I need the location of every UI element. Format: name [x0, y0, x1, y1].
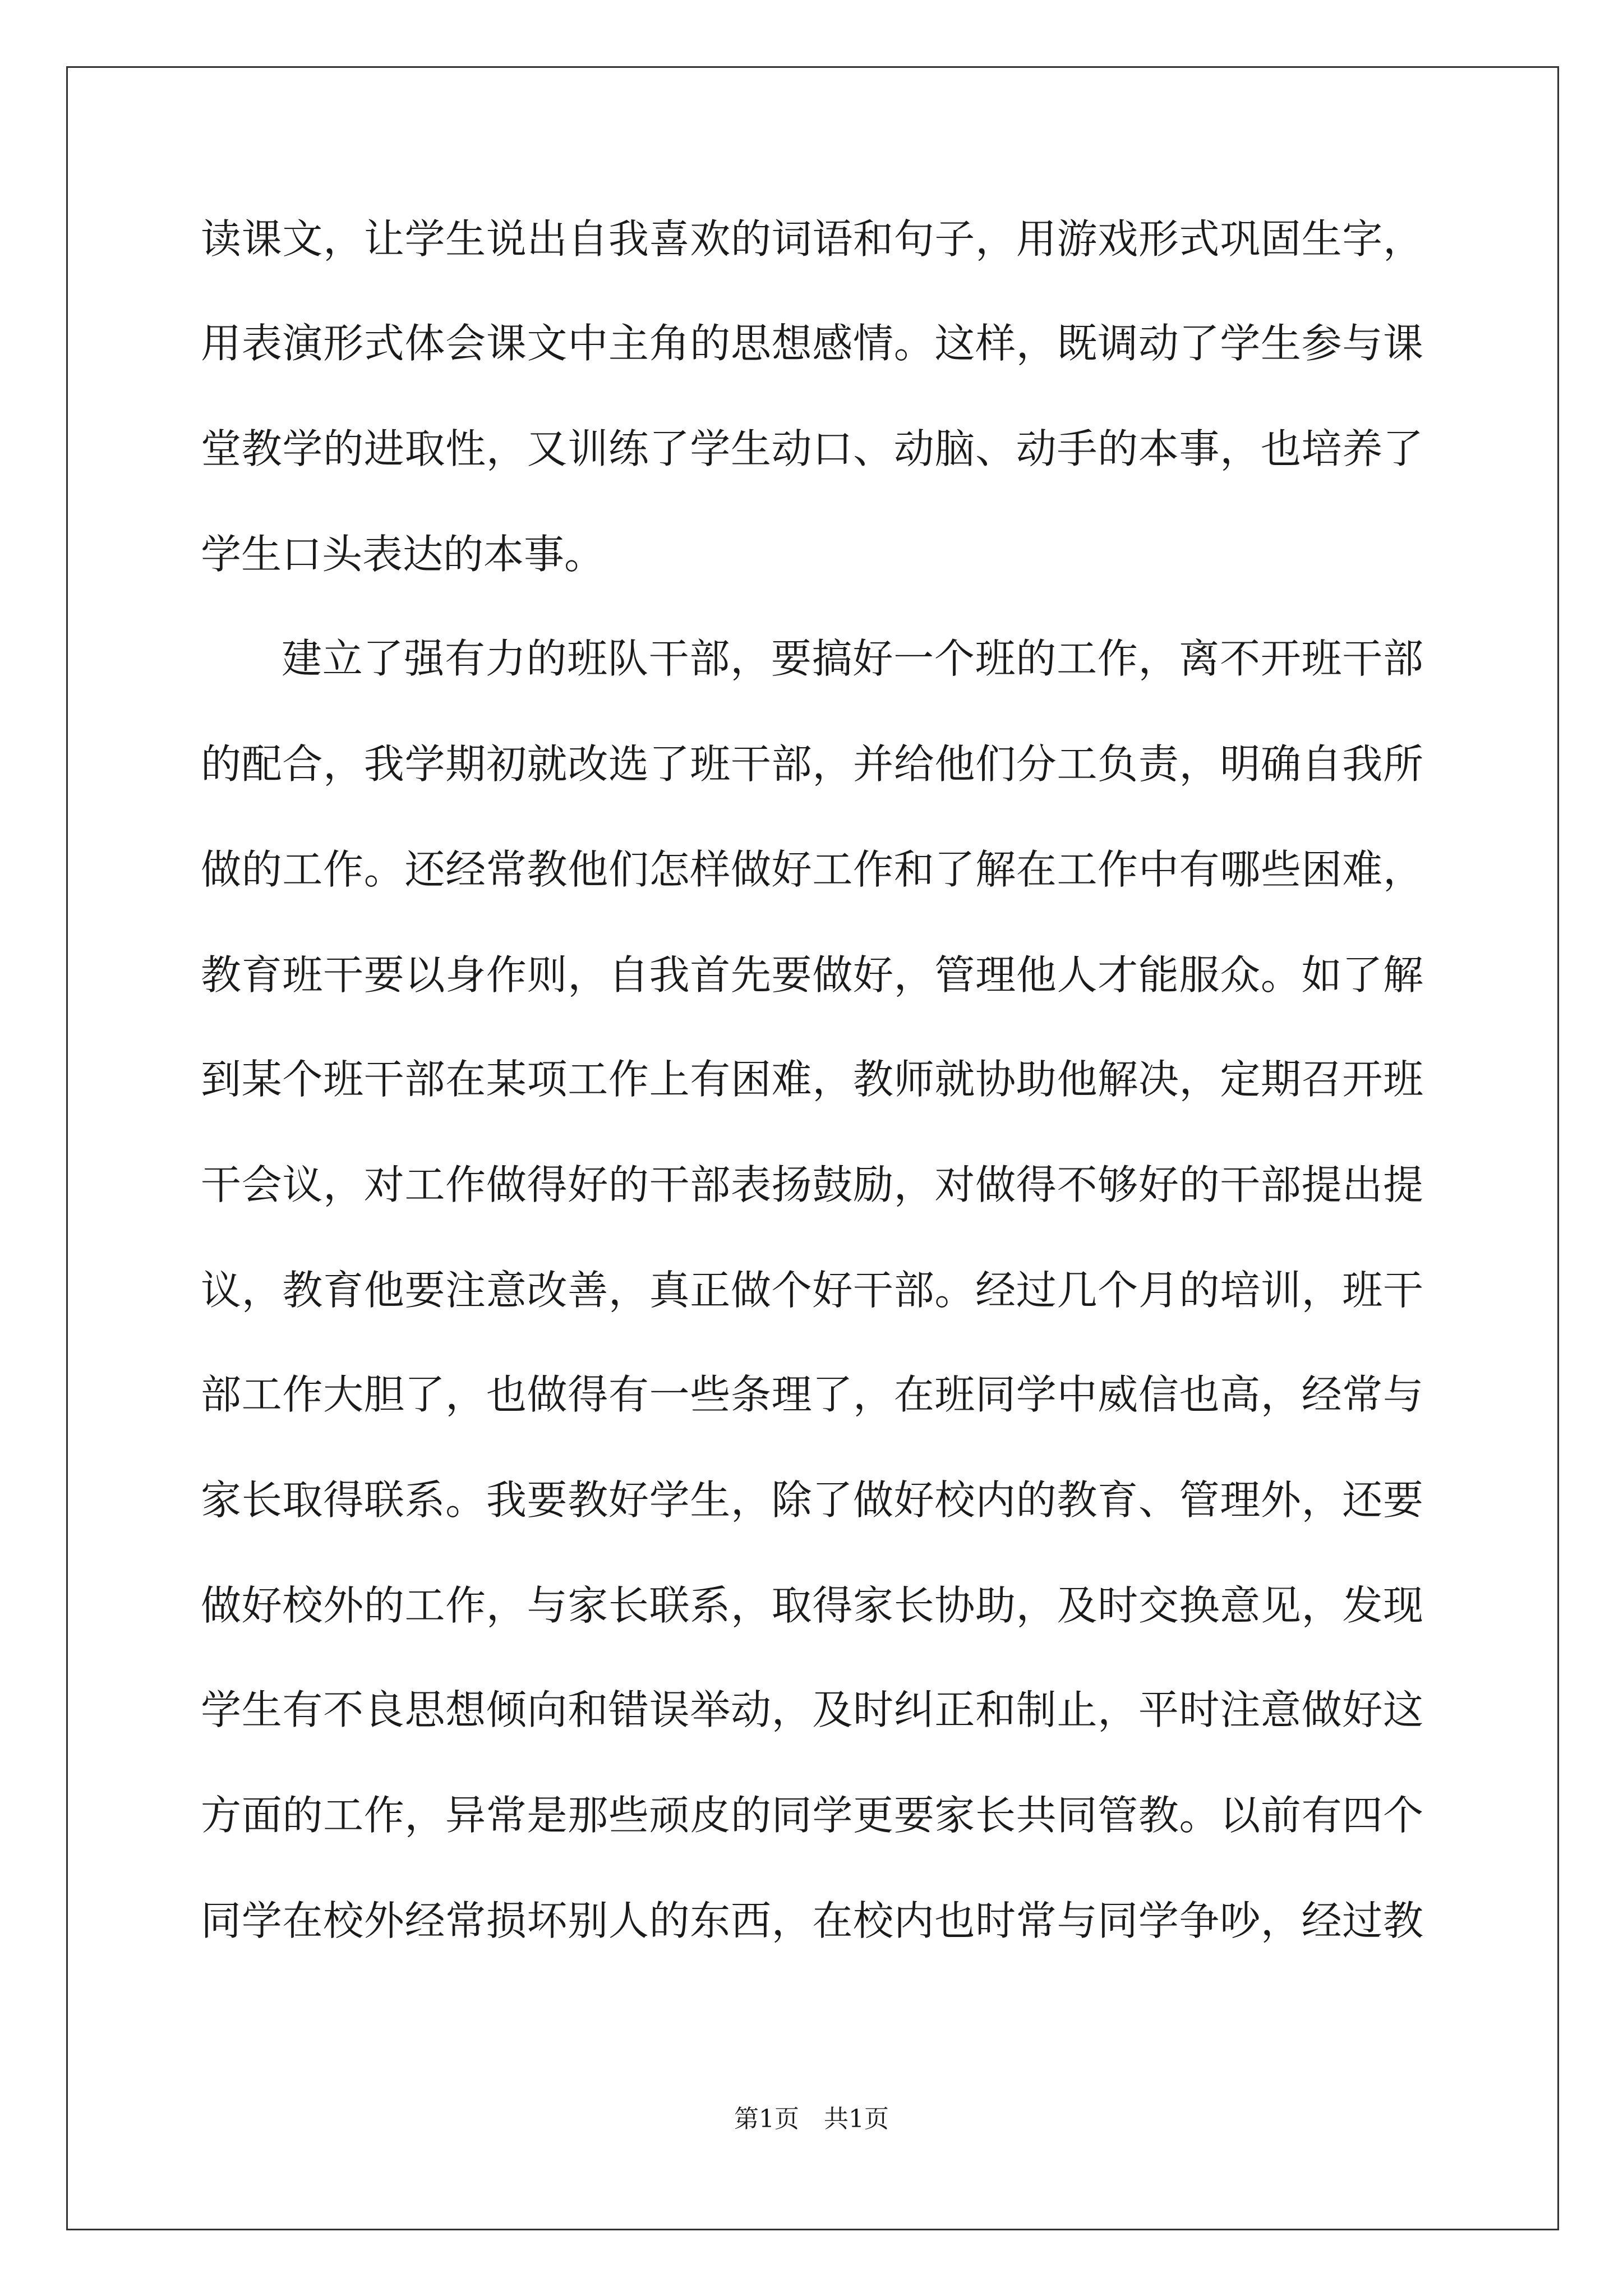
text-line: 学生有不良思想倾向和错误举动，及时纠正和制止，平时注意做好这	[201, 1686, 1423, 1733]
text-line: 议，教育他要注意改善，真正做个好干部。经过几个月的培训，班干	[201, 1267, 1423, 1314]
text-line: 教育班干要以身作则，自我首先要做好，管理他人才能服众。如了解	[201, 951, 1423, 999]
text-line: 到某个班干部在某项工作上有困难，教师就协助他解决，定期召开班	[201, 1056, 1423, 1103]
text-line: 做的工作。还经常教他们怎样做好工作和了解在工作中有哪些困难，	[201, 846, 1423, 893]
text-line: 做好校外的工作，与家长联系，取得家长协助，及时交换意见，发现	[201, 1582, 1423, 1629]
text-line: 同学在校外经常损坏别人的东西，在校内也时常与同学争吵，经过教	[201, 1897, 1423, 1944]
text-line: 学生口头表达的本事。	[201, 531, 605, 578]
text-line: 家长取得联系。我要教好学生，除了做好校内的教育、管理外，还要	[201, 1476, 1423, 1524]
paragraph-first-line: 建立了强有力的班队干部，要搞好一个班的工作，离不开班干部	[282, 635, 1423, 682]
text-line: 用表演形式体会课文中主角的思想感情。这样，既调动了学生参与课	[201, 320, 1423, 367]
text-line: 部工作大胆了，也做得有一些条理了，在班同学中威信也高，经常与	[201, 1371, 1423, 1418]
page-number-footer: 第1页 共1页	[734, 2105, 889, 2133]
text-line: 干会议，对工作做得好的干部表扬鼓励，对做得不够好的干部提出提	[201, 1161, 1423, 1208]
text-line: 堂教学的进取性，又训练了学生动口、动脑、动手的本事，也培养了	[201, 425, 1423, 472]
text-line: 方面的工作，异常是那些顽皮的同学更要家长共同管教。以前有四个	[201, 1792, 1423, 1839]
text-line: 读课文，让学生说出自我喜欢的词语和句子，用游戏形式巩固生字，	[201, 215, 1423, 263]
text-line: 的配合，我学期初就改选了班干部，并给他们分工负责，明确自我所	[201, 740, 1423, 788]
